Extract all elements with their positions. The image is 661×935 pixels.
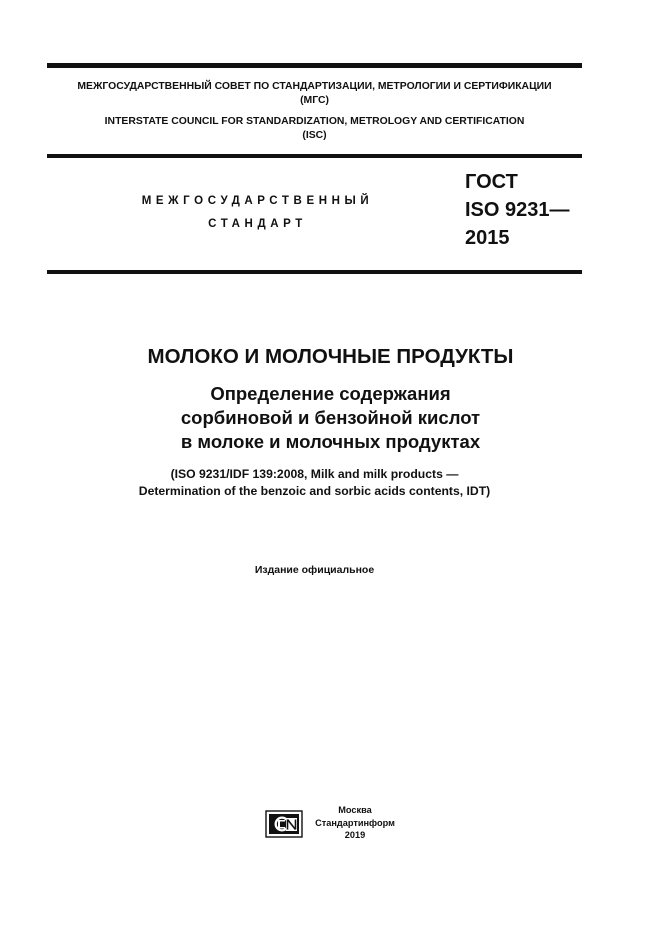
document-subtitle — [0, 382, 661, 454]
top-rule-thick — [47, 63, 582, 68]
publisher-year: 2019 — [344, 830, 366, 840]
standard-kind — [120, 190, 395, 236]
standard-code-line2: ISO 9231— — [465, 199, 570, 221]
council-abbr-ru: (МГС) — [300, 95, 329, 106]
standard-kind-line1: МЕЖГОСУДАРСТВЕННЫЙ — [141, 195, 374, 207]
council-name-ru — [47, 80, 582, 108]
document-subtitle-line3: в молоке и молочных продуктах — [180, 431, 481, 452]
publisher-name: Стандартинформ — [315, 817, 395, 828]
publisher-city: Москва — [338, 805, 372, 815]
header-rule-bottom — [47, 270, 582, 274]
iso-reference-line2: Determination of the benzoic and sorbic acids contents, IDT) — [138, 484, 491, 498]
council-name-ru-text: МЕЖГОСУДАРСТВЕННЫЙ СОВЕТ ПО СТАНДАРТИЗАЦИИ, МЕТРОЛОГИИ И СЕРТИФИКАЦИИ — [77, 81, 552, 92]
publisher-info — [305, 804, 405, 842]
iso-reference-line1: (ISO 9231/IDF 139:2008, Milk and milk products — — [170, 467, 459, 481]
edition-label: Издание официальное — [254, 564, 375, 576]
council-name-en — [47, 115, 582, 143]
standard-code — [465, 168, 570, 252]
document-subtitle-line1: Определение содержания — [210, 383, 451, 404]
council-name-en-text: INTERSTATE COUNCIL FOR STANDARDIZATION, METROLOGY AND CERTIFICATION — [104, 116, 525, 127]
standartinform-logo-icon — [265, 808, 303, 838]
council-abbr-en: (ISC) — [302, 130, 327, 141]
standard-code-line3: 2015 — [465, 227, 510, 249]
iso-reference — [0, 466, 629, 500]
header-rule-middle — [47, 154, 582, 158]
document-title: МОЛОКО И МОЛОЧНЫЕ ПРОДУКТЫ — [147, 345, 514, 368]
document-subtitle-line2: сорбиновой и бензойной кислот — [180, 407, 481, 428]
standard-kind-line2: СТАНДАРТ — [208, 218, 307, 230]
standard-code-line1: ГОСТ — [465, 171, 518, 193]
